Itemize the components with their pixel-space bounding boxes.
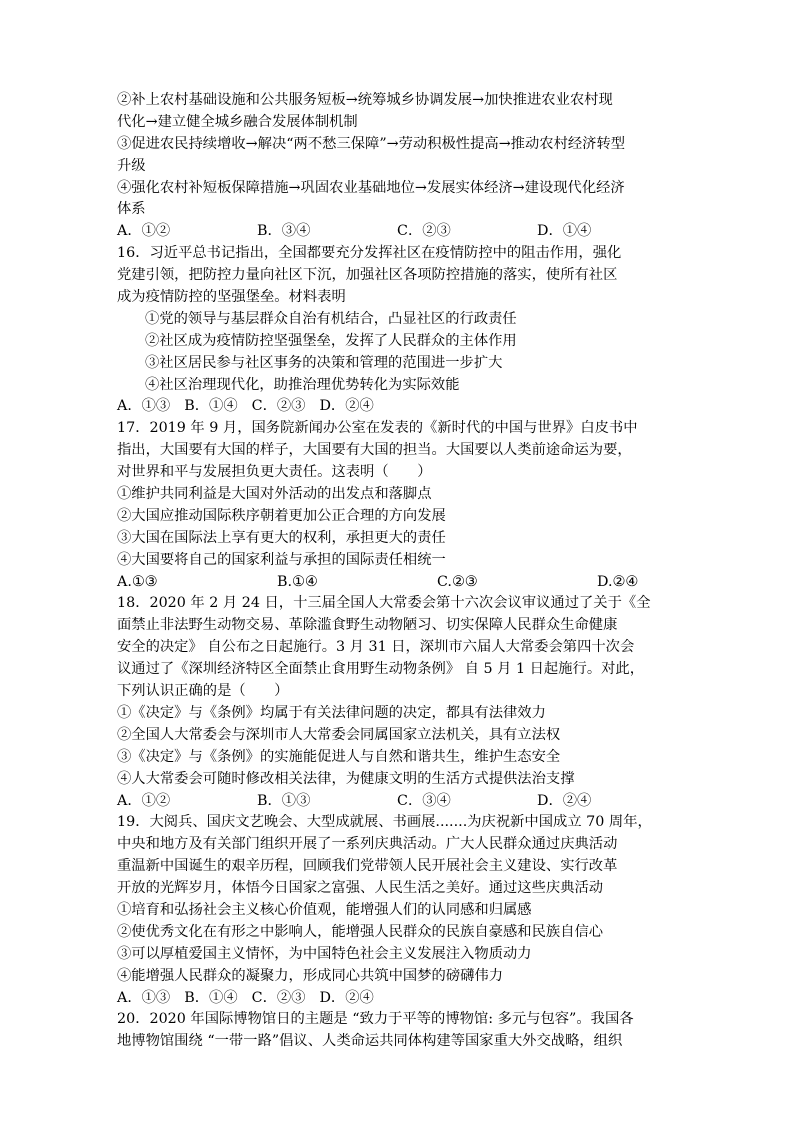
option-a: A．①③ bbox=[117, 989, 171, 1006]
question-20 bbox=[117, 1009, 687, 1053]
option-c: C．②③ bbox=[397, 223, 451, 240]
q19-item: ③可以厚植爱国主义情怀，为中国特色社会主义发展注入物质动力 bbox=[117, 945, 532, 962]
q16-options bbox=[117, 396, 687, 418]
option-b: B.①④ bbox=[277, 573, 318, 590]
q16-stem-line: 16．习近平总书记指出，全国都要充分发挥社区在疫情防控中的阻击作用，强化 bbox=[117, 245, 622, 262]
q17-options bbox=[117, 572, 687, 594]
q18-item: ②全国人大常委会与深圳市人大常委会同属国家立法机关，具有立法权 bbox=[117, 726, 561, 743]
option-d: D．②④ bbox=[319, 398, 374, 415]
q16-stem-line: 党建引领，把防控力量向社区下沉，加强社区各项防控措施的落实，使所有社区 bbox=[117, 267, 618, 284]
q18-stem-line: 18．2020 年 2 月 24 日，十三届全国人大常委会第十六次会议审议通过了关于《全 bbox=[117, 595, 651, 612]
q19-item: ①培育和弘扬社会主义核心价值观，能增强人们的认同感和归属感 bbox=[117, 901, 532, 918]
q15-options bbox=[117, 221, 687, 243]
option-c: C.②③ bbox=[437, 573, 478, 590]
question-18 bbox=[117, 593, 687, 812]
exam-page bbox=[117, 90, 687, 1053]
question-16 bbox=[117, 243, 687, 418]
q15-line: 体系 bbox=[117, 201, 146, 218]
option-d: D．①④ bbox=[537, 223, 592, 240]
option-d: D．②④ bbox=[319, 989, 374, 1006]
option-c: C．③④ bbox=[397, 792, 451, 809]
q19-stem-line: 开放的光辉岁月，体悟今日国家之富强、人民生活之美好。通过这些庆典活动 bbox=[117, 880, 604, 897]
q18-item: ③《决定》与《条例》的实施能促进人与自然和谐共生，维护生态安全 bbox=[117, 748, 561, 765]
q19-stem-line: 中央和地方及有关部门组织开展了一系列庆典活动。广大人民群众通过庆典活动 bbox=[117, 836, 618, 853]
option-d: D.②④ bbox=[597, 573, 639, 590]
q19-options bbox=[117, 988, 687, 1010]
option-c: C．②③ bbox=[251, 989, 306, 1006]
option-b: B．①④ bbox=[184, 398, 238, 415]
q16-stem-line: 成为疫情防控的坚强堡垒。材料表明 bbox=[117, 289, 346, 306]
q18-stem-line: 安全的决定》 自公布之日起施行。3 月 31 日，深圳市六届人大常委会第四十次会 bbox=[117, 639, 635, 656]
q19-item: ②使优秀文化在有形之中影响人，能增强人民群众的民族自豪感和民族自信心 bbox=[117, 923, 604, 940]
q17-item: ①维护共同利益是大国对外活动的出发点和落脚点 bbox=[117, 486, 432, 503]
q18-item: ④人大常委会可随时修改相关法律，为健康文明的生活方式提供法治支撑 bbox=[117, 770, 575, 787]
q17-stem-line: 对世界和平与发展担负更大责任。这表明（ ） bbox=[117, 464, 432, 481]
q19-stem-line: 重温新中国诞生的艰辛历程，回顾我们党带领人民开展社会主义建设、实行改革 bbox=[117, 858, 618, 875]
q17-item: ④大国要将自己的国家利益与承担的国际责任相统一 bbox=[117, 551, 446, 568]
q18-stem-line: 下列认识正确的是（ ） bbox=[117, 683, 289, 700]
option-a: A．①② bbox=[117, 223, 171, 240]
option-a: A．①③ bbox=[117, 398, 171, 415]
q17-stem-line: 指出，大国要有大国的样子，大国要有大国的担当。大国要以人类前途命运为要， bbox=[117, 442, 632, 459]
q17-item: ②大国应推动国际秩序朝着更加公正合理的方向发展 bbox=[117, 507, 446, 524]
option-a: A．①② bbox=[117, 792, 171, 809]
q19-item: ④能增强人民群众的凝聚力，形成同心共筑中国梦的磅礴伟力 bbox=[117, 967, 504, 984]
q15-line: ④强化农村补短板保障措施→巩固农业基础地位→发展实体经济→建设现代化经济 bbox=[117, 179, 625, 196]
option-b: B．①④ bbox=[184, 989, 238, 1006]
question-17 bbox=[117, 418, 687, 593]
question-19 bbox=[117, 812, 687, 1009]
option-a: A.①③ bbox=[117, 573, 158, 590]
q18-item: ①《决定》与《条例》均属于有关法律问题的决定，都具有法律效力 bbox=[117, 704, 546, 721]
q18-stem-line: 面禁止非法野生动物交易、革除滥食野生动物陋习、切实保障人民群众生命健康 bbox=[117, 617, 618, 634]
q16-item: ④社区治理现代化，助推治理优势转化为实际效能 bbox=[145, 376, 460, 393]
q17-stem-line: 17．2019 年 9 月，国务院新闻办公室在发表的《新时代的中国与世界》白皮书中 bbox=[117, 420, 638, 437]
q16-item: ②社区成为疫情防控坚强堡垒，发挥了人民群众的主体作用 bbox=[145, 332, 517, 349]
q17-item: ③大国在国际法上享有更大的权利，承担更大的责任 bbox=[117, 529, 446, 546]
option-c: C．②③ bbox=[251, 398, 306, 415]
q18-stem-line: 议通过了《深圳经济特区全面禁止食用野生动物条例》 自 5 月 1 日起施行。对此， bbox=[117, 661, 645, 678]
q20-stem-line: 地博物馆围绕 “一带一路”倡议、人类命运共同体构建等国家重大外交战略，组织 bbox=[117, 1033, 623, 1050]
q15-line: ②补上农村基础设施和公共服务短板→统筹城乡协调发展→加快推进农业农村现 bbox=[117, 92, 613, 108]
q20-stem-line: 20．2020 年国际博物馆日的主题是 “致力于平等的博物馆: 多元与包容”。我国各 bbox=[117, 1011, 634, 1028]
option-b: B．①③ bbox=[257, 792, 311, 809]
q16-item: ①党的领导与基层群众自治有机结合，凸显社区的行政责任 bbox=[145, 310, 517, 327]
q16-item: ③社区居民参与社区事务的决策和管理的范围进一步扩大 bbox=[145, 354, 503, 371]
q19-stem-line: 19．大阅兵、国庆文艺晚会、大型成就展、书画展.......为庆祝新中国成立 70 周年， bbox=[117, 814, 652, 831]
option-d: D．②④ bbox=[537, 792, 592, 809]
question-15 bbox=[117, 90, 687, 243]
q15-line: 升级 bbox=[117, 157, 146, 174]
q15-line: 代化→建立健全城乡融合发展体制机制 bbox=[117, 113, 358, 130]
q18-options bbox=[117, 791, 687, 813]
option-b: B．③④ bbox=[257, 223, 311, 240]
q15-line: ③促进农民持续增收→解决“两不愁三保障”→劳动积极性提高→推动农村经济转型 bbox=[117, 135, 626, 152]
